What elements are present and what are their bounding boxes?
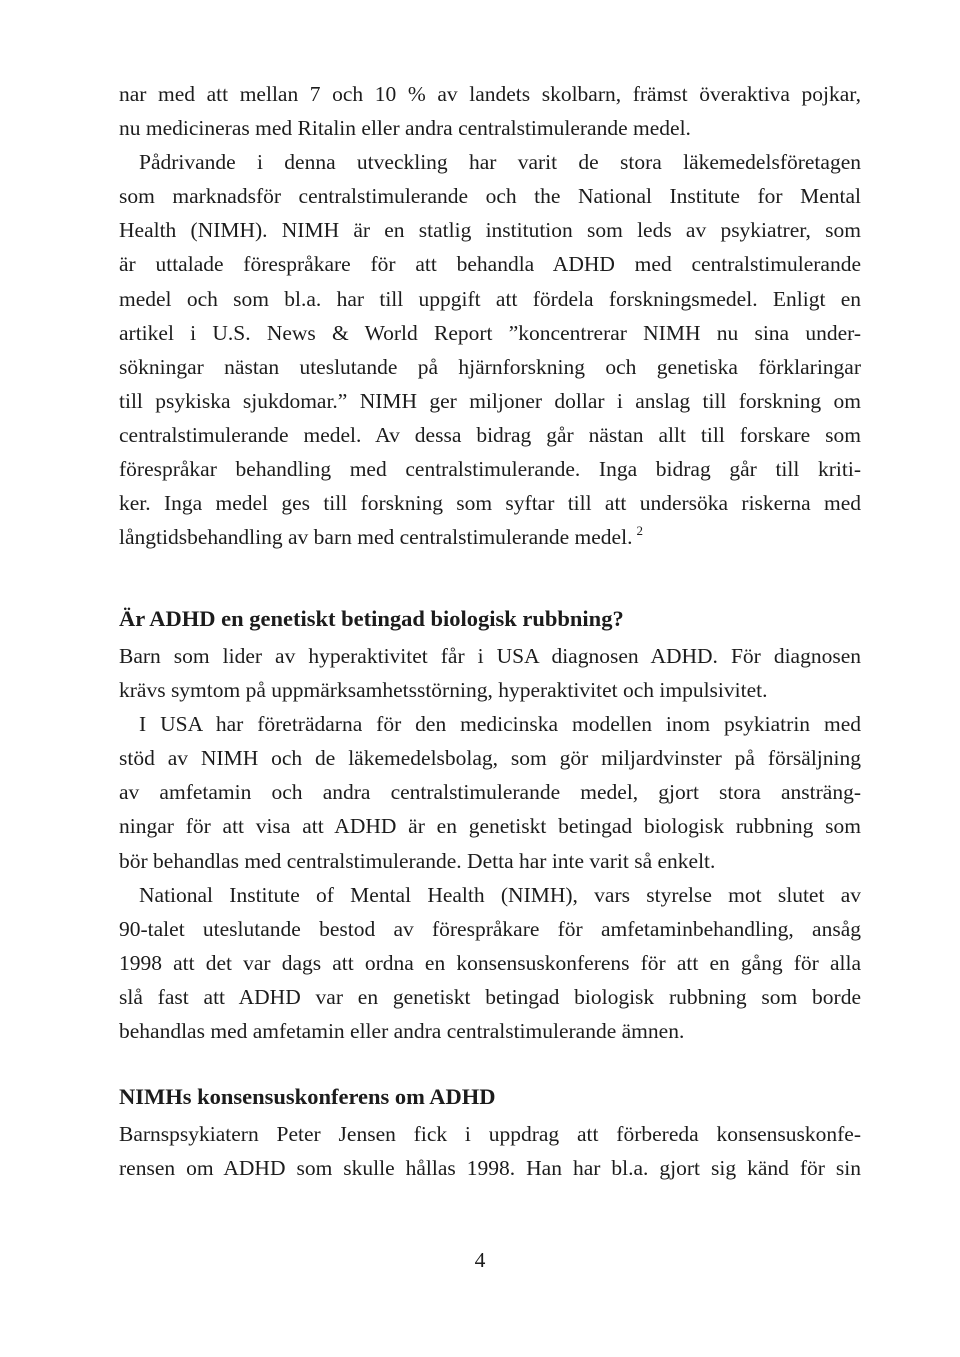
text-line: rensen om ADHD som skulle hållas 1998. Han har bl.a. gjort sig känd för sin: [119, 1156, 861, 1181]
paragraph-block-2: [119, 639, 861, 1048]
section-heading-consensus: NIMHs konsensuskonferens om ADHD: [119, 1084, 496, 1109]
text-line: förespråkar behandling med centralstimulerande. Inga bidrag går till kriti-: [119, 457, 861, 482]
text-line: slå fast att ADHD var en genetiskt betingad biologisk rubbning som borde: [119, 984, 861, 1009]
text-line: som marknadsför centralstimulerande och the National Institute for Mental: [119, 184, 861, 209]
text-line: av amfetamin och andra centralstimulerande medel, gjort stora ansträng-: [119, 780, 861, 805]
text-line: är uttalade förespråkare för att behandla ADHD med centralstimulerande: [119, 252, 861, 277]
text-line: 1998 att det var dags att ordna en konsensuskonferens för att en gång för alla: [119, 950, 861, 975]
text-line: krävs symtom på uppmärksamhetsstörning, hyperaktivitet och impulsivitet.: [119, 678, 768, 703]
text-line: Pådrivande i denna utveckling har varit de stora läkemedelsföretagen: [139, 150, 861, 175]
footnote-marker: 2: [636, 523, 643, 539]
text-line: sökningar nästan uteslutande på hjärnforskning och genetiska förklaringar: [119, 354, 861, 379]
text-line-with-footnote: [119, 520, 861, 554]
text-line: Health (NIMH). NIMH är en statlig institution som leds av psykiatrer, som: [119, 218, 861, 243]
text-line: artikel i U.S. News & World Report ”koncentrerar NIMH nu sina under-: [119, 320, 861, 345]
text-line: National Institute of Mental Health (NIMH), vars styrelse mot slutet av: [139, 882, 861, 907]
text-line: bör behandlas med centralstimulerande. Detta har inte varit så enkelt.: [119, 848, 716, 873]
text-line: centralstimulerande medel. Av dessa bidrag går nästan allt till forskare som: [119, 422, 861, 447]
text-line: nu medicineras med Ritalin eller andra centralstimulerande medel.: [119, 116, 691, 141]
section-heading-genetics: Är ADHD en genetiskt betingad biologisk rubbning?: [119, 606, 624, 631]
paragraph-block-1: [119, 77, 861, 554]
text-line: medel och som bl.a. har till uppgift att fördela forskningsmedel. Enligt en: [119, 286, 861, 311]
text-line: Barnspsykiatern Peter Jensen fick i uppdrag att förbereda konsensuskonfe-: [119, 1122, 861, 1146]
text-line: till psykiska sjukdomar.” NIMH ger miljoner dollar i anslag till forskning om: [119, 388, 861, 413]
text-line: ker. Inga medel ges till forskning som syftar till att undersöka riskerna med: [119, 491, 861, 516]
text-line: ningar för att visa att ADHD är en genetiskt betingad biologisk rubbning som: [119, 814, 861, 839]
paragraph-block-3: [119, 1117, 861, 1185]
text-line: 90-talet uteslutande bestod av förespråkare för amfetaminbehandling, ansåg: [119, 916, 861, 941]
text-line: nar med att mellan 7 och 10 % av landets skolbarn, främst överaktiva pojkar,: [119, 82, 861, 106]
text-line: behandlas med amfetamin eller andra centralstimulerande ämnen.: [119, 1019, 685, 1044]
page-number: 4: [474, 1248, 486, 1272]
text-line: Barn som lider av hyperaktivitet får i USA diagnosen ADHD. För diagnosen: [119, 644, 861, 668]
text-line: I USA har företrädarna för den medicinska modellen inom psykiatrin med: [139, 712, 861, 737]
text-line: långtidsbehandling av barn med centralstimulerande medel.: [119, 525, 633, 550]
text-line: stöd av NIMH och de läkemedelsbolag, som gör miljardvinster på försäljning: [119, 746, 861, 771]
